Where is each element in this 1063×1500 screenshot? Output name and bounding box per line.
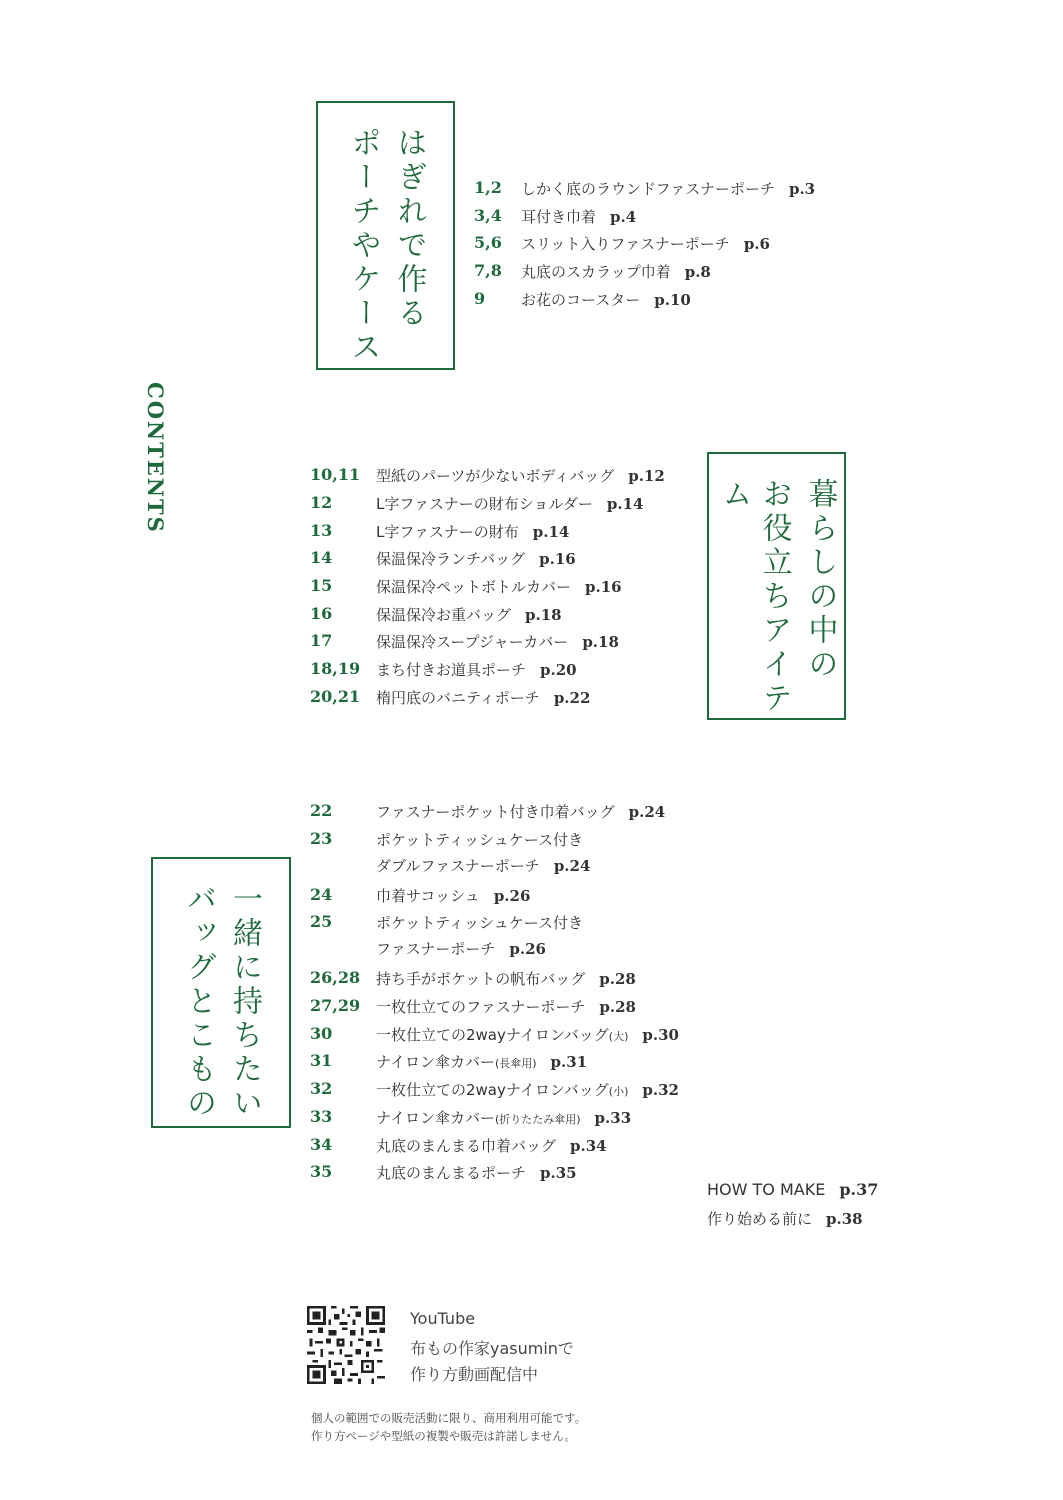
howto-title: HOW TO MAKE [707,1180,826,1199]
entry-number: 33 [310,1107,333,1126]
entry-item-continued[interactable] [376,938,546,959]
youtube-description: 作り方動画配信中 [410,1365,539,1384]
entry-item[interactable] [376,576,622,597]
entry-page: p.12 [628,467,665,485]
entry-item[interactable] [376,659,577,680]
entry-number: 27,29 [310,996,361,1015]
entry-page: p.22 [553,689,591,707]
entry-page: p.30 [642,1026,679,1044]
entry-number: 24 [310,885,333,904]
entry-title: ファスナーポケット付き巾着バッグ [376,803,615,821]
section-title-line: はぎれで作る [391,127,427,331]
entry-item[interactable] [521,261,711,282]
entry-number: 15 [310,576,333,595]
entry-page: p.31 [550,1053,588,1071]
entry-title: ポケットティッシュケース付き [376,831,584,849]
entry-title: 丸底のまんまる巾着バッグ [376,1137,557,1155]
entry-page: p.18 [525,606,562,624]
entry-number: 7,8 [474,261,502,280]
entry-title: L字ファスナーの財布ショルダー [376,495,593,513]
entry-title: 一枚仕立ての2wayナイロンバッグ [376,1026,609,1044]
section-title-line: バッグとこもの [181,883,216,1121]
entry-number: 17 [310,631,333,650]
howto-page: p.37 [839,1180,879,1199]
entry-number: 22 [310,801,333,820]
entry-item[interactable] [376,968,636,989]
entry-page: p.14 [532,523,570,541]
entry-item[interactable] [376,1107,631,1128]
entry-page: p.16 [539,550,576,568]
entry-title: 保温保冷スープジャーカバー [376,633,569,651]
entry-number: 26,28 [310,968,361,987]
entry-title: お花のコースター [521,291,641,309]
entry-number: 18,19 [310,659,361,678]
section-title-line: 暮らしの中の [802,478,838,682]
entry-item[interactable] [376,687,590,708]
entry-title: 丸底のまんまるポーチ [376,1164,527,1182]
entry-title: 保温保冷ランチバッグ [376,550,526,568]
entry-number: 13 [310,521,333,540]
entry-item[interactable] [376,548,576,569]
entry-item[interactable] [376,604,562,625]
entry-size-note: (大) [608,1030,629,1043]
qr-code-icon[interactable] [307,1306,385,1384]
entry-page: p.18 [582,633,619,651]
howto-link[interactable] [707,1180,878,1199]
entry-title: L字ファスナーの財布 [376,523,519,541]
before-start-link[interactable] [707,1208,863,1229]
entry-item[interactable] [521,178,815,199]
entry-title: ナイロン傘カバー [376,1109,495,1127]
entry-number: 9 [474,289,486,308]
entry-item[interactable] [376,1162,577,1183]
entry-item[interactable] [376,1079,679,1100]
entry-number: 10,11 [310,465,361,484]
entry-number: 20,21 [310,687,361,706]
entry-item[interactable] [376,493,643,514]
entry-title: しかく底のラウンドファスナーポーチ [521,180,775,198]
entry-number: 25 [310,912,333,931]
entry-number: 23 [310,829,333,848]
entry-number: 35 [310,1162,333,1181]
entry-number: 34 [310,1135,333,1154]
entry-page: p.4 [610,208,637,226]
entry-page: p.16 [585,578,622,596]
entry-title: ポケットティッシュケース付き [376,914,584,932]
youtube-channel-text: 布もの作家yasuminで [410,1339,574,1358]
entry-title: 耳付き巾着 [521,208,597,226]
entry-page: p.20 [540,661,577,679]
entry-item[interactable] [521,289,691,310]
entry-title: ファスナーポーチ [376,940,496,958]
entry-item[interactable] [376,631,619,652]
section-box-pouches [316,101,455,370]
entry-item[interactable] [376,801,665,822]
entry-item[interactable] [376,1051,587,1072]
entry-number: 30 [310,1024,333,1043]
entry-number: 5,6 [474,233,502,252]
section-box-daily-items [707,452,846,720]
entry-number: 1,2 [474,178,502,197]
entry-page: p.24 [553,857,591,875]
entry-item[interactable] [376,1024,679,1045]
entry-item[interactable] [376,465,665,486]
entry-title: 保温保冷ペットボトルカバー [376,578,572,596]
entry-title: 一枚仕立てのファスナーポーチ [376,998,586,1016]
entry-title: 持ち手がポケットの帆布バッグ [376,970,586,988]
entry-title: ダブルファスナーポーチ [376,857,540,875]
section-title-line: ポーチやケース [345,127,381,365]
entry-page: p.6 [743,235,770,253]
entry-item[interactable] [376,912,583,933]
entry-item[interactable] [376,996,636,1017]
entry-item[interactable] [376,1135,607,1156]
entry-title: 巾着サコッシュ [376,887,480,905]
entry-page: p.34 [570,1137,607,1155]
youtube-label: YouTube [410,1309,476,1328]
entry-title: 型紙のパーツが少ないボディバッグ [376,467,615,485]
entry-item[interactable] [521,206,636,227]
before-start-page: p.38 [826,1210,863,1228]
entry-page: p.14 [606,495,644,513]
entry-page: p.26 [509,940,546,958]
entry-page: p.28 [599,998,636,1016]
section-title-line: 一緒に持ちたい [227,883,262,1121]
entry-number: 12 [310,493,333,512]
copyright-note: 作り方ページや型紙の複製や販売は許諾しません。 [311,1429,576,1443]
entry-item[interactable] [376,829,583,850]
section-box-bags [151,857,291,1128]
entry-page: p.3 [788,180,816,198]
before-start-title: 作り始める前に [707,1210,813,1228]
entry-page: p.28 [599,970,636,988]
entry-page: p.10 [654,291,691,309]
entry-number: 32 [310,1079,333,1098]
entry-title: 丸底のスカラップ巾着 [521,263,671,281]
entry-page: p.8 [684,263,711,281]
entry-item[interactable] [521,233,770,254]
usage-note: 個人の範囲での販売活動に限り、商用利用可能です。 [311,1411,587,1425]
entry-size-note: (長傘用) [494,1057,537,1070]
entry-number: 31 [310,1051,333,1070]
entry-page: p.26 [493,887,531,905]
entry-item[interactable] [376,885,530,906]
entry-page: p.35 [540,1164,577,1182]
entry-title: まち付きお道具ポーチ [376,661,527,679]
contents-title: CONTENTS [143,382,168,534]
entry-title: スリット入りファスナーポーチ [521,235,730,253]
entry-page: p.24 [628,803,666,821]
entry-title: ナイロン傘カバー [376,1053,495,1071]
entry-size-note: (小) [608,1085,629,1098]
entry-number: 3,4 [474,206,502,225]
entry-title: 一枚仕立ての2wayナイロンバッグ [376,1081,609,1099]
entry-item-continued[interactable] [376,855,590,876]
entry-title: 楕円底のバニティポーチ [376,689,540,707]
section-title-line: お役立ちアイテム [716,478,792,716]
entry-number: 14 [310,548,333,567]
entry-page: p.33 [594,1109,632,1127]
entry-number: 16 [310,604,333,623]
entry-page: p.32 [642,1081,679,1099]
entry-title: 保温保冷お重バッグ [376,606,512,624]
entry-item[interactable] [376,521,569,542]
entry-size-note: (折りたたみ傘用) [494,1113,581,1126]
